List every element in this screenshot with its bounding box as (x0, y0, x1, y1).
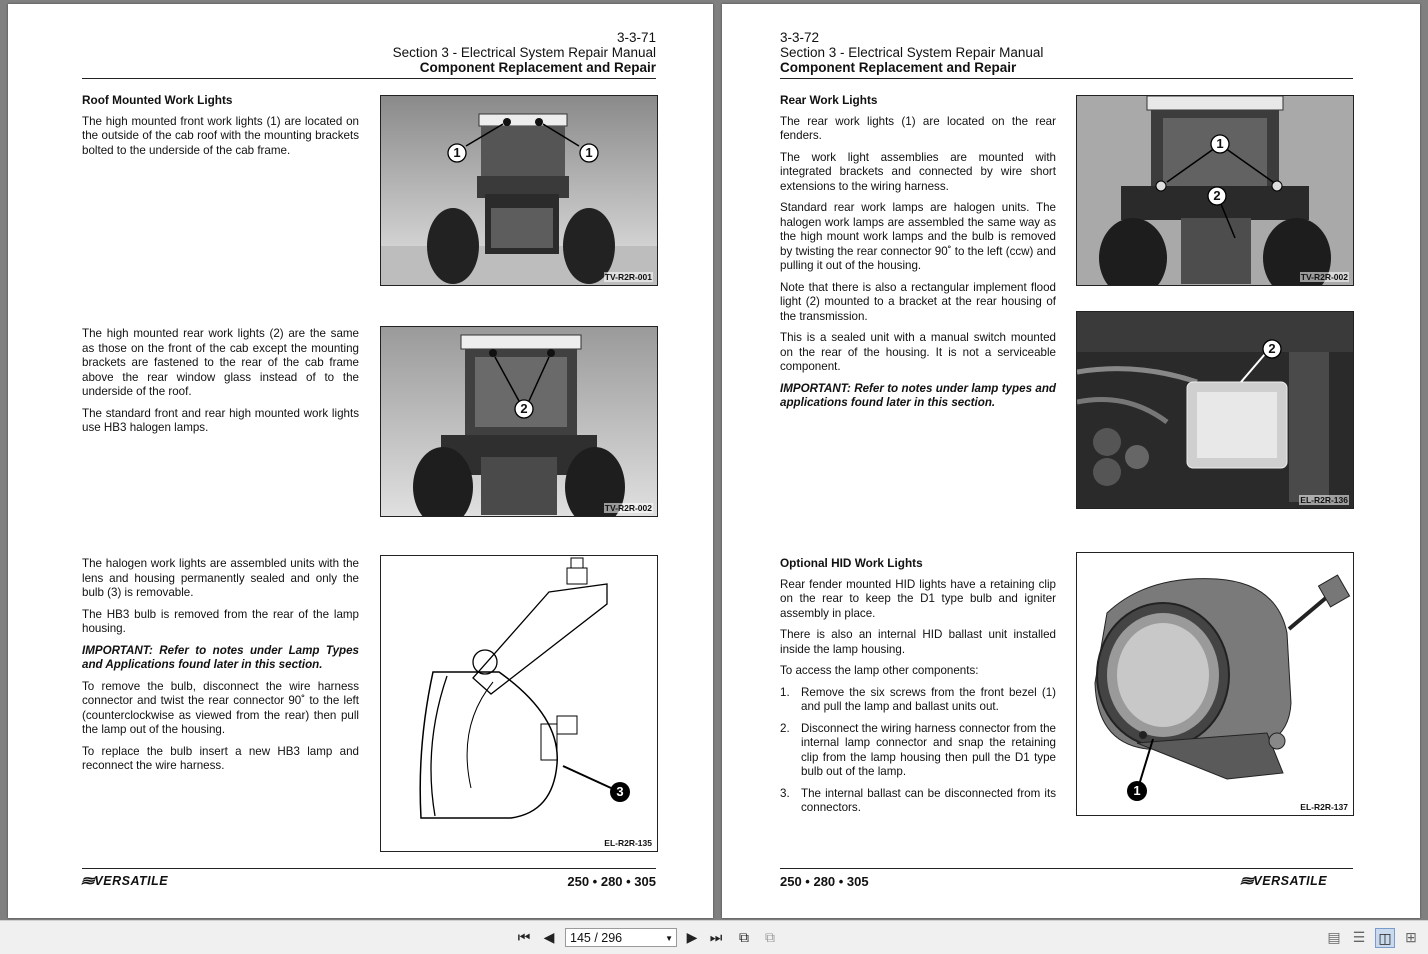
facing-view-icon[interactable]: ⧉ (765, 929, 775, 945)
callout-label: 3 (616, 784, 624, 799)
section-title: Section 3 - Electrical System Repair Manual (780, 45, 1044, 60)
callout-label: 2 (1268, 341, 1276, 356)
hid-lights-text (780, 556, 1056, 823)
page-number: 3-3-71 (616, 30, 656, 45)
paragraph: The halogen work lights are assembled units with the lens and housing permanently sealed and only the bulb (3) is removable. (82, 557, 359, 599)
paragraph: To replace the bulb insert a new HB3 lamp and reconnect the wire harness. (82, 744, 359, 772)
rear-fender-photo (1076, 95, 1354, 286)
flood-light-photo (1076, 311, 1354, 509)
header-rule (82, 78, 656, 79)
list-item (780, 686, 1056, 715)
step-number: 1. (780, 685, 790, 699)
list-item (780, 722, 1056, 780)
figure-id: EL-R2R-135 (604, 838, 652, 848)
tractor-front-illustration (381, 96, 657, 285)
paragraph: The rear work lights (1) are located on the rear fenders. (780, 114, 1056, 142)
step-number: 2. (780, 721, 790, 735)
figure-id: TV-R2R-001 (604, 272, 652, 282)
important-note: IMPORTANT: Refer to notes under Lamp Types and Applications found later in this section. (82, 643, 359, 671)
paragraph: This is a sealed unit with a manual switch mounted on the rear of the housing. It is not a serviceable component. (780, 331, 1056, 373)
figure-id: TV-R2R-002 (604, 503, 652, 513)
header-rule (780, 78, 1353, 79)
two-page-continuous-icon[interactable]: ⊞ (1405, 929, 1417, 945)
tractor-front-photo (380, 95, 658, 286)
paragraph: The standard front and rear high mounted work lights use HB3 halogen lamps. (82, 406, 359, 434)
paragraph: There is also an internal HID ballast unit installed inside the lamp housing. (780, 628, 1056, 656)
paragraph: To remove the bulb, disconnect the wire harness connector and twist the rear connector 90˚ to the left (counterclockwise as viewed from the rear) then pull the lamp out of the housing. (82, 679, 359, 736)
callout-label: 1 (1133, 783, 1141, 798)
lamp-diagram (380, 555, 658, 852)
single-page-icon[interactable]: ▤ (1327, 929, 1341, 945)
chapter-title: Component Replacement and Repair (780, 60, 1017, 75)
footer-rule (780, 868, 1353, 869)
section-heading: Optional HID Work Lights (780, 556, 923, 570)
important-note: IMPORTANT: Refer to notes under lamp types and applications found later in this section. (780, 381, 1056, 409)
chapter-title: Component Replacement and Repair (419, 60, 656, 75)
chevron-down-icon: ▼ (665, 934, 673, 943)
tractor-rear-illustration (381, 327, 657, 516)
last-page-icon[interactable]: ⏭ (709, 929, 723, 945)
continuous-view-icon[interactable]: ⧉ (739, 929, 749, 945)
section-title: Section 3 - Electrical System Repair Manual (392, 45, 656, 60)
versatile-v-icon: ≋ (79, 873, 96, 888)
footer-rule (82, 868, 656, 869)
rear-high-lights-text (82, 327, 359, 443)
callout-label: 1 (585, 145, 593, 160)
first-page-icon[interactable]: ⏮ (517, 929, 531, 945)
prev-page-icon[interactable]: ◀ (543, 929, 555, 945)
tractor-rear-photo (380, 326, 658, 517)
callout-label: 1 (1216, 136, 1224, 151)
paragraph: The high mounted rear work lights (2) are the same as those on the front of the cab except the mounting brackets are fastened to the rear of the cab frame above the rear window glass instead of to the underside of the roof. (82, 327, 359, 398)
versatile-logo (79, 873, 169, 889)
paragraph: The high mounted front work lights (1) are located on the outside of the cab roof with the mounting brackets bolted to the underside of the cab frame. (82, 114, 359, 157)
step-text: Remove the six screws from the front bezel (1) and pull the lamp and ballast units out. (801, 685, 1056, 713)
steps-list (780, 686, 1056, 816)
model-numbers: 250 • 280 • 305 (780, 874, 869, 889)
flood-light-illustration (1077, 312, 1353, 508)
list-item (780, 787, 1056, 816)
rear-lights-text (780, 93, 1056, 418)
next-page-icon[interactable]: ▶ (686, 929, 698, 945)
step-number: 3. (780, 786, 790, 800)
navigation-toolbar (0, 920, 1428, 954)
paragraph: The HB3 bulb is removed from the rear of the lamp housing. (82, 607, 359, 635)
paragraph: Note that there is also a rectangular implement flood light (2) mounted to a bracket at the rear housing of the transmission. (780, 280, 1056, 323)
hid-lamp-illustration (1077, 553, 1353, 815)
right-page (722, 4, 1420, 918)
paragraph: Standard rear work lamps are halogen units. The halogen work lamps are assembled the same way as the high mount work lamps and the bulb is removed by twisting the rear connector 90˚ to the left (ccw) and pulling it out of the housing. (780, 201, 1056, 272)
roof-lights-text (82, 93, 359, 165)
step-text: The internal ballast can be disconnected from its connectors. (801, 786, 1056, 814)
brand-name: VERSATILE (1253, 874, 1328, 888)
versatile-v-icon: ≋ (1238, 873, 1255, 888)
two-page-icon[interactable]: ◫ (1375, 928, 1395, 948)
halogen-lights-text (82, 557, 359, 781)
model-numbers: 250 • 280 • 305 (567, 874, 656, 889)
versatile-logo (1238, 873, 1328, 889)
paragraph: Rear fender mounted HID lights have a retaining clip on the rear to keep the D1 type bulb and igniter assembly in place. (780, 577, 1056, 620)
callout-label: 1 (453, 145, 461, 160)
hid-lamp-photo (1076, 552, 1354, 816)
left-page (8, 4, 713, 918)
page-number-select[interactable] (565, 928, 677, 947)
step-text: Disconnect the wiring harness connector from the internal lamp connector and snap the retaining clip from the lamp housing then pull the D1 type bulb out of the lamp. (801, 721, 1056, 778)
paragraph: To access the lamp other components: (780, 664, 979, 677)
figure-id: EL-R2R-136 (1300, 495, 1348, 505)
section-heading: Rear Work Lights (780, 93, 878, 107)
callout-label: 2 (520, 401, 528, 416)
paragraph: The work light assemblies are mounted with integrated brackets and connected by wire short extensions to the wiring harness. (780, 150, 1056, 193)
section-heading: Roof Mounted Work Lights (82, 93, 233, 107)
page-header (388, 30, 656, 75)
callout-label: 2 (1213, 188, 1221, 203)
page-indicator: 145 / 296 (570, 931, 623, 945)
brand-name: VERSATILE (94, 874, 169, 888)
single-continuous-icon[interactable]: ☰ (1352, 929, 1366, 945)
halogen-lamp-drawing (381, 556, 657, 851)
page-header (780, 30, 1080, 75)
figure-id: EL-R2R-137 (1300, 802, 1348, 812)
figure-id: TV-R2R-002 (1300, 272, 1348, 282)
page-number: 3-3-72 (780, 30, 820, 45)
